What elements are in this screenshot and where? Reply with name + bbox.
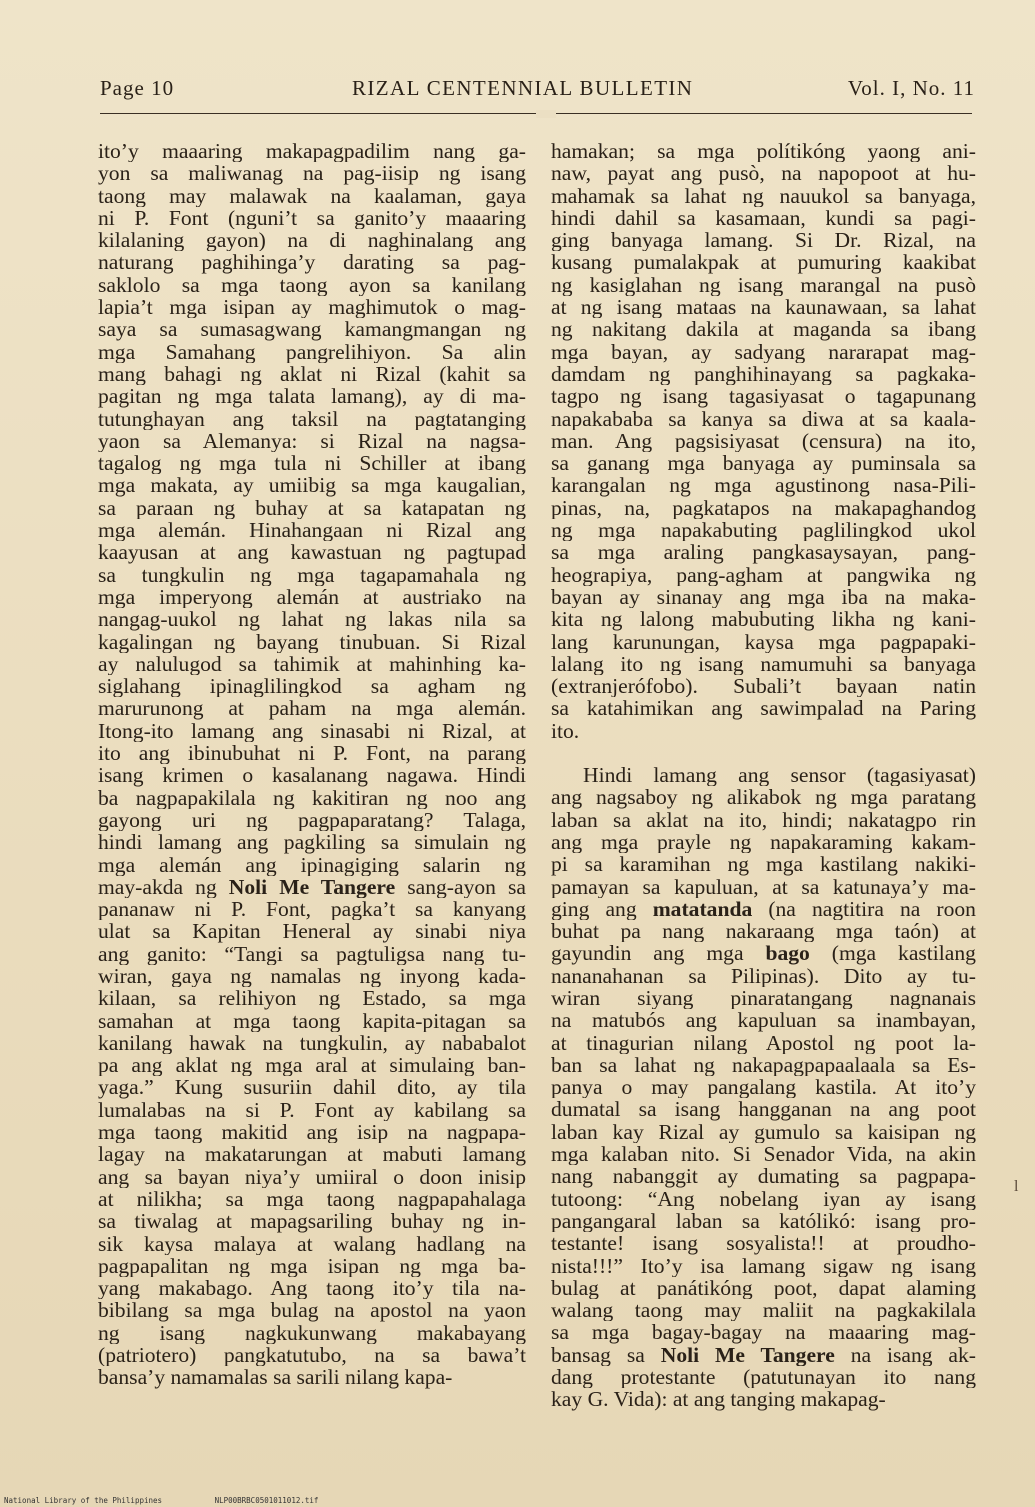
text-run: pinas, na, pagkatapos na makapaghandog (551, 496, 976, 520)
text-line (551, 1188, 976, 1210)
text-run: ng mga napakabuting paglilingkod ukol (551, 519, 976, 542)
text-line (98, 1277, 526, 1299)
text-run: mga makata, ay umiibig sa mga kaugalian, (98, 474, 526, 497)
text-line (551, 809, 976, 831)
text-run: bibilang sa mga bulag na apostol na yaon (98, 1299, 526, 1322)
text-line (551, 1032, 976, 1054)
text-line (551, 318, 976, 340)
text-line (551, 1121, 976, 1143)
text-line (551, 631, 976, 653)
text-run: yaga.” Kung susuriin dahil dito, ay tila (98, 1076, 526, 1099)
text-line (98, 653, 526, 675)
text-line (98, 787, 526, 809)
text-line (98, 1233, 526, 1255)
text-run: kaayusan at ang kawastuan ng pagtupad (98, 541, 526, 564)
text-run: na isang ak- (834, 1343, 976, 1367)
text-line (551, 564, 976, 586)
text-line (551, 786, 976, 808)
text-run: bansa’y namamalas sa sarili nilang kapa- (98, 1366, 453, 1389)
text-run: ay nalulugod sa tahimik at mahinhing ka- (98, 652, 526, 676)
text-line (98, 363, 526, 385)
paragraph-gap (551, 742, 976, 764)
text-line (551, 1388, 976, 1410)
text-line (98, 318, 526, 340)
text-run: mga alemán. Hinahangaan ni Rizal ang (98, 519, 526, 542)
text-run: (patriotero) pangkatutubo, na sa bawa’t (98, 1344, 526, 1367)
text-line (551, 1321, 976, 1343)
text-line (98, 251, 526, 273)
text-line (551, 1232, 976, 1254)
bulletin-title: RIZAL CENTENNIAL BULLETIN (352, 76, 694, 100)
text-run: ito. (551, 719, 580, 743)
text-line (98, 162, 526, 184)
text-line (98, 519, 526, 541)
text-line (98, 564, 526, 586)
text-line (551, 541, 976, 563)
text-run: sang-ayon sa (395, 875, 526, 899)
text-line (551, 274, 976, 296)
text-run: Itong-ito lamang ang sinasabi ni Rizal, at (98, 719, 526, 743)
text-line (551, 1054, 976, 1076)
text-run: yon sa maliwanag na pag-iisip ng isang (98, 162, 526, 185)
bold-title: Noli Me Tangere (660, 1343, 835, 1367)
text-line (551, 876, 976, 898)
text-line (98, 720, 526, 742)
text-line (98, 1166, 526, 1188)
text-line (551, 920, 976, 942)
text-run: pangangaral laban sa katólikó: isang pro- (551, 1209, 976, 1233)
text-run: (mga kastilang (809, 942, 976, 965)
text-run: ito’y maaaring makapagpadilim nang ga- (98, 140, 526, 163)
text-run: tutoong: “Ang nobelang iyan ay isang (551, 1187, 976, 1210)
bold-title: Noli Me Tangere (228, 875, 396, 899)
text-line (551, 898, 976, 920)
text-run: sa tungkulin ng mga tagapamahala ng (98, 563, 526, 586)
text-line (551, 608, 976, 630)
left-column (98, 140, 526, 1389)
text-line (551, 229, 976, 251)
text-run: mga taong makitid ang isip na nagpapa- (98, 1121, 526, 1144)
text-run: lalang ito ng isang namumuhi sa banyaga (551, 652, 976, 676)
text-run: lagay na makatarungan at mabuti lamang (98, 1143, 526, 1166)
bold-title: bago (765, 942, 810, 965)
text-run: dumatal sa isang hangganan na ang poot (551, 1098, 976, 1121)
text-line (98, 1322, 526, 1344)
text-run: panya o may pangalang kastila. At ito’y (551, 1076, 976, 1099)
text-run: lumalabas na si P. Font ay kabilang sa (98, 1098, 526, 1122)
header-rule-gap (536, 110, 556, 118)
text-run: siglahang ipinaglilingkod sa agham ng (98, 675, 526, 698)
text-run: kagalingan ng bayang tinubuan. Si Rizal (98, 630, 526, 653)
text-run: ging ang (551, 897, 653, 921)
text-line (551, 1277, 976, 1299)
text-run: walang taong may maliit na pagkakilala (551, 1299, 976, 1322)
text-line (98, 943, 526, 965)
text-line (98, 1344, 526, 1366)
text-run: na matubós ang kapuluan sa inambayan, (551, 1009, 976, 1032)
text-run: ng isang nagkukunwang makabayang (98, 1321, 526, 1345)
text-line (551, 341, 976, 363)
text-run: ban sa lahat ng nakapagpapaalaala sa Es- (551, 1053, 976, 1077)
text-run: nang nabanggit ay dumating sa pagpapa- (551, 1165, 976, 1188)
text-run: mga alemán ang ipinagiging salarin ng (98, 853, 526, 876)
text-line (551, 519, 976, 541)
text-line (551, 1299, 976, 1321)
page-number: Page 10 (100, 76, 175, 100)
text-line (551, 697, 976, 719)
text-run: nananahanan sa Pilipinas). Dito ay tu- (551, 964, 976, 987)
text-line (551, 965, 976, 987)
text-line (551, 452, 976, 474)
text-run: ba nagpapakilala ng kakitiran ng noo ang (98, 786, 526, 809)
text-line (551, 1009, 976, 1031)
text-line (551, 185, 976, 207)
text-run: Hindi lamang ang sensor (tagasiyasat) (583, 764, 976, 787)
text-line (551, 385, 976, 407)
text-run: ang nagsaboy ng alikabok ng mga paratang (551, 786, 976, 809)
text-line (98, 430, 526, 452)
text-run: saklolo sa mga taong ayon sa kanilang (98, 273, 526, 297)
text-line (551, 1210, 976, 1232)
text-run: man. Ang pagsisiyasat (censura) na ito, (551, 429, 976, 453)
text-run: ito ang ibinubuhat ni P. Font, na parang (98, 742, 526, 765)
text-line (551, 720, 976, 742)
text-run: wiran, gaya ng namalas ng inyong kada- (98, 964, 526, 988)
text-line (98, 742, 526, 764)
text-line (551, 251, 976, 273)
text-run: sa mga bagay-bagay na maaaring mag- (551, 1321, 976, 1344)
text-line (551, 1143, 976, 1165)
text-line (98, 140, 526, 162)
text-line (98, 854, 526, 876)
text-line (98, 1255, 526, 1277)
text-run: pagpapalitan ng mga isipan ng mga ba- (98, 1254, 526, 1278)
text-run: laban sa aklat na ito, hindi; nakatagpo rin (551, 808, 976, 831)
text-line (98, 1188, 526, 1210)
text-run: tutunghayan ang taksil na pagtatanging (98, 407, 526, 430)
text-run: kita ng lalong mabubuting likha ng kani- (551, 608, 976, 631)
text-run: hamakan; sa mga polítikóng yaong ani- (551, 140, 976, 163)
text-line (551, 474, 976, 496)
text-line (551, 408, 976, 430)
text-run: ulat sa Kapitan Heneral ay sinabi niya (98, 920, 526, 943)
text-line (98, 1121, 526, 1143)
text-run: sa mga araling pangkasaysayan, pang- (551, 541, 976, 564)
text-run: marurunong at paham na mga alemán. (98, 697, 526, 720)
text-run: kanilang hawak na tungkulin, ay nababalot (98, 1031, 526, 1055)
text-line (98, 987, 526, 1009)
text-line (98, 474, 526, 496)
text-line (98, 675, 526, 697)
text-run: mga bayan, ay sadyang nararapat mag- (551, 340, 976, 363)
text-run: ng kasiglahan ng isang marangal na pusò (551, 273, 976, 297)
text-run: at tinagurian nilang Apostol ng poot la- (551, 1031, 976, 1054)
text-line (551, 162, 976, 184)
text-run: ng nakitang dakila at maganda sa ibang (551, 318, 976, 341)
text-run: kilalaning gayon) na di naghinalang ang (98, 229, 526, 252)
text-run: taong may malawak na kaalaman, gaya (98, 184, 526, 207)
text-line (98, 185, 526, 207)
text-line (551, 1255, 976, 1277)
text-line (98, 385, 526, 407)
text-line (551, 1366, 976, 1388)
text-line (98, 1099, 526, 1121)
text-line (98, 764, 526, 786)
text-run: (na nagtitira na roon (752, 897, 976, 921)
text-line (551, 296, 976, 318)
text-run: ang mga prayle ng napakaraming kakam- (551, 830, 976, 854)
text-line (98, 408, 526, 430)
text-run: mga imperyong alemán at austriako na (98, 585, 526, 609)
text-line (98, 631, 526, 653)
text-line (98, 1010, 526, 1032)
text-run: kilaan, sa relihiyon ng Estado, sa mga (98, 987, 526, 1010)
text-line (551, 1098, 976, 1120)
text-line (98, 497, 526, 519)
text-line (98, 697, 526, 719)
text-line (551, 764, 976, 786)
text-line (98, 341, 526, 363)
text-line (98, 608, 526, 630)
text-run: yang makabago. Ang taong ito’y tila na- (98, 1277, 526, 1300)
text-run: gayundin ang mga (551, 942, 766, 965)
text-run: pagitan ng mga talata lamang), ay di ma- (98, 385, 526, 408)
text-line (98, 1032, 526, 1054)
text-line (98, 920, 526, 942)
text-run: lang karunungan, kaysa mga pagpapaki- (551, 630, 976, 653)
bold-title: matatanda (652, 897, 753, 921)
text-run: heograpiya, pang-agham at pangwika ng (551, 563, 976, 586)
margin-mark: l (1014, 1178, 1019, 1195)
text-run: gayong uri ng pagpaparatang? Talaga, (98, 808, 526, 832)
text-line (551, 1076, 976, 1098)
text-run: dang protestante (patutunayan ito nang (551, 1366, 976, 1389)
text-line (551, 853, 976, 875)
right-column (551, 140, 976, 1411)
text-run: naturang paghihinga’y darating sa pag- (98, 251, 526, 274)
text-run: kusang pumalakpak at pumuring kaakibat (551, 251, 976, 274)
text-run: samahan at mga taong kapita-pitagan sa (98, 1009, 526, 1032)
text-line (98, 452, 526, 474)
text-run: pi sa karamihan ng mga kastilang nakiki- (551, 853, 976, 876)
text-line (98, 274, 526, 296)
text-run: hindi dahil sa kasamaan, kundi sa pagi- (551, 206, 976, 230)
text-line (551, 942, 976, 964)
text-line (98, 809, 526, 831)
text-run: ging banyaga lamang. Si Dr. Rizal, na (551, 229, 976, 252)
text-run: yaon sa Alemanya: si Rizal na nagsa- (98, 429, 526, 453)
text-run: sa paraan ng buhay at sa katapatan ng (98, 496, 526, 520)
text-line (98, 586, 526, 608)
text-run: tagalog ng mga tula ni Schiller at ibang (98, 452, 526, 475)
text-run: at nilikha; sa mga taong nagpapahalaga (98, 1187, 526, 1211)
text-line (551, 653, 976, 675)
text-line (551, 140, 976, 162)
text-run: hindi lamang ang pagkiling sa simulain ng (98, 831, 526, 854)
text-run: bansag sa (551, 1343, 661, 1367)
text-run: pa ang aklat ng mga aral at simulaing ban- (98, 1054, 526, 1077)
text-run: laban kay Rizal ay gumulo sa kaisipan ng (551, 1120, 976, 1144)
text-run: sa ganang mga banyaga ay puminsala sa (551, 452, 976, 475)
text-line (98, 1366, 526, 1388)
text-line (98, 296, 526, 318)
text-run: sa tiwalag at mapagsariling buhay ng in- (98, 1210, 526, 1233)
text-run: (extranjerófobo). Subali’t bayaan natin (551, 675, 976, 698)
text-run: mga Samahang pangrelihiyon. Sa alin (98, 340, 526, 363)
text-run: at ng isang mataas na kaunawaan, sa lahat (551, 296, 976, 319)
text-run: ang ganito: “Tangi sa pagtuligsa nang tu- (98, 942, 526, 965)
text-line (98, 1210, 526, 1232)
text-run: pananaw ni P. Font, pagka’t sa kanyang (98, 898, 526, 921)
text-run: testante! isang sosyalista!! at proudho- (551, 1232, 976, 1255)
text-run: napakababa sa kanya sa diwa at sa kaala- (551, 407, 976, 430)
text-line (98, 229, 526, 251)
text-run: may-akda ng (98, 875, 229, 899)
text-run: sa katahimikan ang sawimpalad na Paring (551, 697, 976, 720)
text-line (98, 207, 526, 229)
text-line (98, 1054, 526, 1076)
text-line (551, 363, 976, 385)
text-run: tagpo ng isang tagasiyasat o tagapunang (551, 385, 976, 408)
volume-number: Vol. I, No. 11 (847, 76, 975, 100)
text-run: bayan ay sinanay ang mga iba na maka- (551, 585, 976, 609)
text-run: saya sa sumasagwang kamangmangan ng (98, 318, 526, 341)
text-line (551, 831, 976, 853)
text-line (98, 1143, 526, 1165)
text-line (98, 876, 526, 898)
text-line (551, 987, 976, 1009)
text-run: mga kalaban nito. Si Senador Vida, na akin (551, 1143, 976, 1166)
text-run: lapia’t mga isipan ay maghimutok o mag- (98, 296, 526, 319)
text-line (551, 1344, 976, 1366)
text-run: mang bahagi ng aklat ni Rizal (kahit sa (98, 362, 526, 386)
text-line (551, 586, 976, 608)
page-header (100, 76, 975, 106)
text-run: nista!!!” Ito’y isa lamang sigaw ng isang (551, 1254, 976, 1277)
text-run: karangalan ng mga agustinong nasa-Pili- (551, 474, 976, 497)
scan-footer (4, 1496, 366, 1505)
text-line (551, 207, 976, 229)
text-run: mahamak sa lahat ng nauukol sa banyaga, (551, 184, 976, 207)
text-run: nangag-uukol ng lahat ng lakas nila sa (98, 608, 526, 631)
text-run: pamayan sa kapuluan, at sa katunaya’y ma- (551, 875, 976, 898)
text-run: buhat pa nang nakaraang mga taón) at (551, 920, 976, 943)
text-line (551, 675, 976, 697)
text-line (98, 831, 526, 853)
text-line (551, 430, 976, 452)
library-credit: National Library of the Philippines (4, 1496, 163, 1505)
text-run: ang sa bayan niya’y umiiral o doon inisip (98, 1165, 526, 1188)
text-run: naw, payat ang pusò, na napopoot at hu- (551, 162, 976, 185)
text-run: sik kaysa malaya at walang hadlang na (98, 1232, 526, 1255)
text-run: damdam ng panghihinayang sa pagkaka- (551, 362, 976, 386)
text-run: isang krimen o kasalanang nagawa. Hindi (98, 764, 526, 787)
text-run: kay G. Vida): at ang tanging makapag- (551, 1388, 886, 1411)
text-line (98, 1299, 526, 1321)
text-line (551, 1165, 976, 1187)
text-line (98, 541, 526, 563)
text-run: bulag at panátikóng poot, dapat alaming (551, 1276, 976, 1300)
text-line (98, 965, 526, 987)
text-run: wiran siyang pinaratangang nagnanais (551, 986, 976, 1010)
text-line (98, 898, 526, 920)
file-name: NLP00BRBC0501011012.tif (214, 1496, 319, 1505)
text-line (551, 497, 976, 519)
text-line (98, 1076, 526, 1098)
text-run: ni P. Font (nguni’t sa ganito’y maaaring (98, 206, 526, 230)
